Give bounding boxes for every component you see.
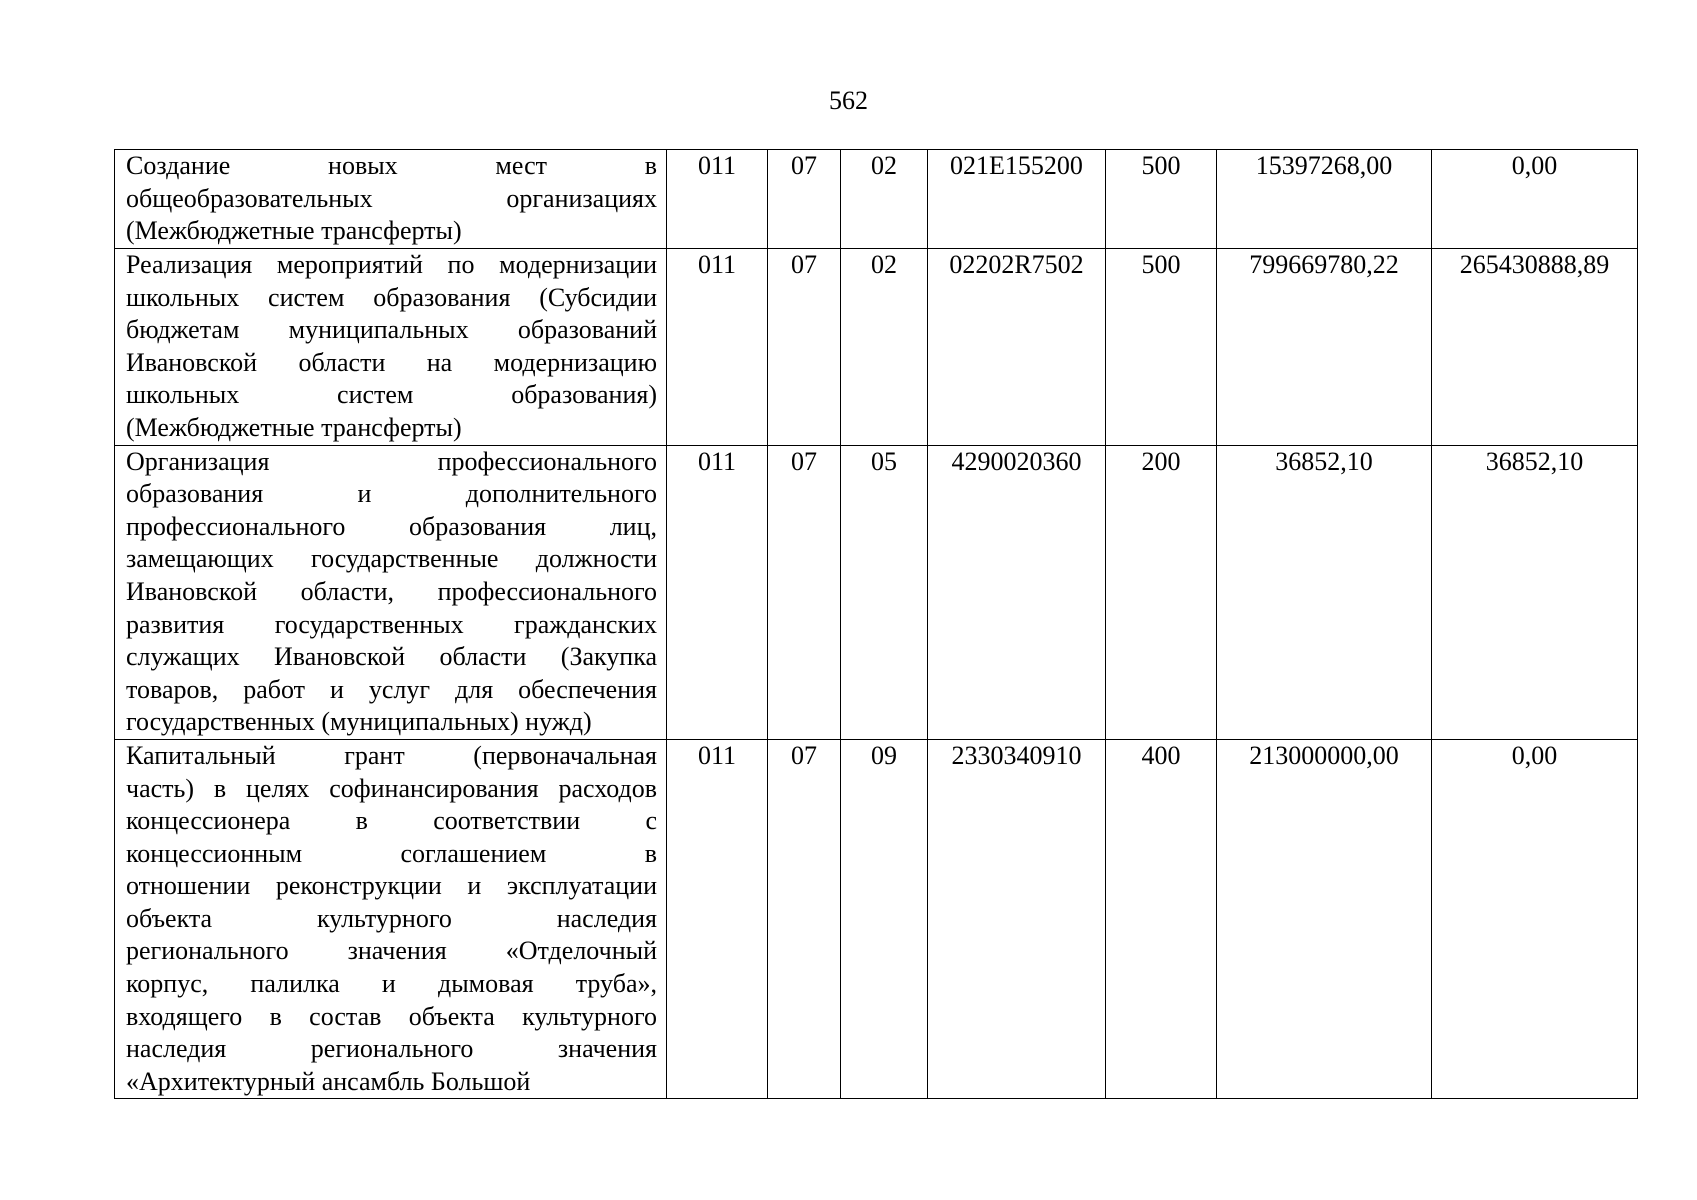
description-line: концессионера в соответствии с (126, 806, 657, 836)
row-description (115, 249, 667, 446)
amount-year2-cell: 0,00 (1432, 739, 1638, 1099)
row-description-text (126, 740, 657, 1099)
section-code-cell: 07 (768, 445, 841, 739)
expense-type-code-cell: 500 (1106, 150, 1217, 249)
description-line: служащих Ивановской области (Закупка (126, 642, 657, 672)
table-body (115, 150, 1638, 1099)
amount-year1-cell: 799669780,22 (1217, 249, 1432, 446)
ministry-code-cell: 011 (667, 249, 768, 446)
expense-type-code-cell: 400 (1106, 739, 1217, 1099)
description-line: Реализация мероприятий по модернизации (126, 250, 657, 279)
expense-type-code-cell: 200 (1106, 445, 1217, 739)
description-line: Создание новых мест в (126, 151, 657, 180)
description-line: Ивановской области, профессионального (126, 576, 657, 606)
ministry-code-cell: 011 (667, 739, 768, 1099)
description-line: бюджетам муниципальных образований (126, 315, 657, 345)
target-item-code-cell: 2330340910 (928, 739, 1106, 1099)
description-line: Ивановской области на модернизацию (126, 347, 657, 377)
amount-year2-cell: 265430888,89 (1432, 249, 1638, 446)
description-line: замещающих государственные должности (126, 544, 657, 574)
table-row (115, 150, 1638, 249)
description-line: часть) в целях софинансирования расходов (126, 773, 657, 803)
target-item-code-cell: 4290020360 (928, 445, 1106, 739)
ministry-code-cell: 011 (667, 150, 768, 249)
page-number: 562 (829, 86, 868, 115)
description-line: объекта культурного наследия (126, 903, 657, 933)
expense-type-code-cell: 500 (1106, 249, 1217, 446)
amount-year1-cell: 213000000,00 (1217, 739, 1432, 1099)
subsection-code-cell: 02 (841, 249, 928, 446)
subsection-code-cell: 05 (841, 445, 928, 739)
amount-year2-cell: 36852,10 (1432, 445, 1638, 739)
description-line: регионального значения «Отделочный (126, 936, 657, 966)
description-line: «Архитектурный ансамбль Большой (126, 1066, 531, 1096)
description-line: корпус, палилка и дымовая труба», (126, 969, 657, 999)
description-line: развития государственных гражданских (126, 609, 657, 639)
budget-table (114, 149, 1638, 1099)
description-line: отношении реконструкции и эксплуатации (126, 871, 657, 901)
description-line: товаров, работ и услуг для обеспечения (126, 674, 657, 704)
description-line: концессионным соглашением в (126, 838, 657, 868)
row-description-text (126, 446, 657, 739)
description-line: школьных систем образования) (126, 380, 657, 410)
description-line: образования и дополнительного (126, 479, 657, 509)
table-row (115, 445, 1638, 739)
section-code-cell: 07 (768, 739, 841, 1099)
subsection-code-cell: 09 (841, 739, 928, 1099)
amount-year1-cell: 15397268,00 (1217, 150, 1432, 249)
row-description (115, 739, 667, 1099)
description-line: Капитальный грант (первоначальная (126, 740, 657, 770)
row-description (115, 150, 667, 249)
table-row (115, 249, 1638, 446)
ministry-code-cell: 011 (667, 445, 768, 739)
description-line: общеобразовательных организациях (126, 183, 657, 213)
section-code-cell: 07 (768, 249, 841, 446)
description-line: государственных (муниципальных) нужд) (126, 707, 592, 737)
description-line: Организация профессионального (126, 446, 657, 476)
description-line: входящего в состав объекта культурного (126, 1001, 657, 1031)
target-item-code-cell: 021E155200 (928, 150, 1106, 249)
description-line: школьных систем образования (Субсидии (126, 282, 657, 312)
row-description-text (126, 249, 657, 445)
amount-year2-cell: 0,00 (1432, 150, 1638, 249)
description-line: профессионального образования лиц, (126, 511, 657, 541)
target-item-code-cell: 02202R7502 (928, 249, 1106, 446)
description-line: (Межбюджетные трансферты) (126, 412, 462, 442)
section-code-cell: 07 (768, 150, 841, 249)
description-line: (Межбюджетные трансферты) (126, 216, 462, 246)
row-description (115, 445, 667, 739)
amount-year1-cell: 36852,10 (1217, 445, 1432, 739)
description-line: наследия регионального значения (126, 1034, 657, 1064)
row-description-text (126, 150, 657, 248)
subsection-code-cell: 02 (841, 150, 928, 249)
table-row (115, 739, 1638, 1099)
